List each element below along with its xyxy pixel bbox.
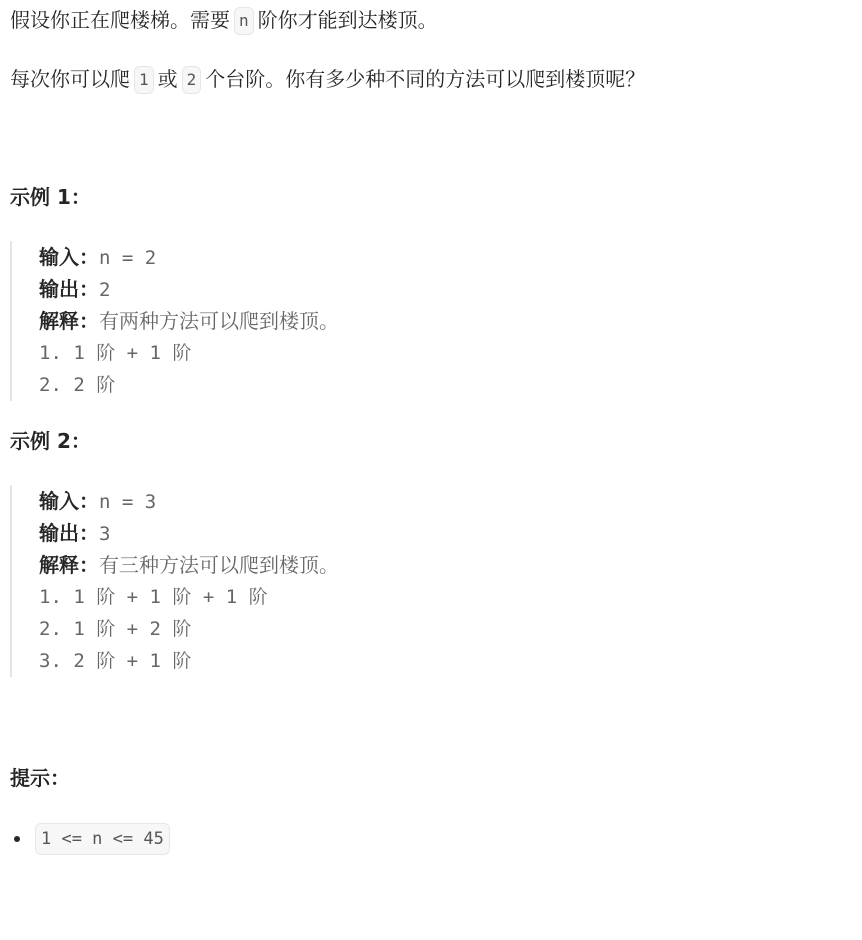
example-1-step: 2. 2 阶: [39, 374, 116, 396]
hint-item: [10, 822, 170, 856]
example-1-explanation: [39, 305, 639, 337]
example-2-output: [39, 517, 639, 549]
bullet-icon: [14, 836, 20, 842]
intro-text: 每次你可以爬: [10, 67, 130, 91]
inline-code-1: 1: [134, 66, 154, 94]
intro-text: 阶你才能到达楼顶。: [257, 8, 438, 32]
example-2-explanation: [39, 549, 639, 581]
input-label: 输入：: [39, 245, 99, 269]
intro-text: 假设你正在爬楼梯。需要: [10, 8, 230, 32]
output-label: 输出：: [39, 521, 99, 545]
inline-code-n: n: [234, 7, 254, 35]
input-value: n = 2: [99, 247, 157, 269]
intro-text: 个台阶。你有多少种不同的方法可以爬到楼顶呢？: [205, 67, 646, 91]
example-2-title: 示例 2：: [10, 429, 91, 453]
explanation-value: 有三种方法可以爬到楼顶。: [99, 553, 339, 577]
explanation-label: 解释：: [39, 553, 99, 577]
example-1-output: [39, 273, 639, 305]
output-label: 输出：: [39, 277, 99, 301]
example-2-step: 1. 1 阶 + 1 阶 + 1 阶: [39, 586, 268, 608]
explanation-label: 解释：: [39, 309, 99, 333]
example-2-block: [10, 485, 639, 677]
output-value: 2: [99, 279, 111, 301]
example-1-title: 示例 1：: [10, 185, 91, 209]
hints-list: [10, 822, 170, 856]
intro-paragraph-1: [10, 6, 438, 35]
intro-text: 或: [157, 67, 178, 91]
explanation-value: 有两种方法可以爬到楼顶。: [99, 309, 339, 333]
input-label: 输入：: [39, 489, 99, 513]
example-1-block: [10, 241, 639, 401]
example-2-step: 2. 1 阶 + 2 阶: [39, 618, 192, 640]
hints-title: 提示：: [10, 766, 70, 790]
example-1-input: [39, 241, 639, 273]
output-value: 3: [99, 523, 111, 545]
intro-paragraph-2: [10, 65, 645, 94]
inline-code-2: 2: [182, 66, 202, 94]
example-1-step: 1. 1 阶 + 1 阶: [39, 342, 192, 364]
example-2-input: [39, 485, 639, 517]
input-value: n = 3: [99, 491, 157, 513]
hint-code: 1 <= n <= 45: [35, 823, 170, 855]
example-2-step: 3. 2 阶 + 1 阶: [39, 650, 192, 672]
